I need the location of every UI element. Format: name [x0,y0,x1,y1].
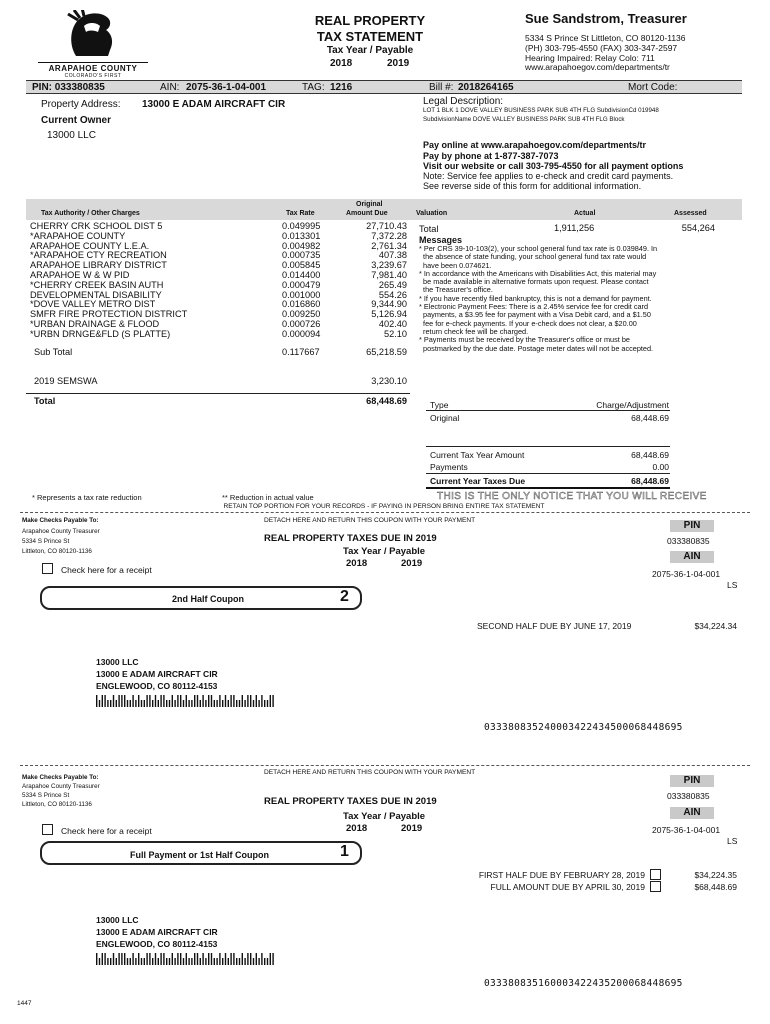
county-tagline: COLORADO'S FIRST [64,73,122,79]
current-owner-label: Current Owner [41,115,112,126]
barcode-icon [96,695,276,707]
property-address: 13000 E ADAM AIRCRAFT CIR [142,99,286,110]
message-item: * Payments must be received by the Treasurer's office or must be postmarked by the due date. Postage meter dates will not be accepted. [419,335,654,353]
message-item: * Per CRS 39-10-103(2), your school general fund tax rate is 0.039849. In the absence of state funding, your school general fund tax rate would have been 0.074621. [419,244,658,270]
col-authority: Tax Authority / Other Charges [41,210,140,217]
treasurer-hearing: Hearing Impaired: Relay Colo: 711 [525,53,655,63]
col-valuation: Valuation [416,210,448,217]
taxes-due-amount: 68,448.69 [631,476,669,486]
col-assessed: Assessed [674,210,707,217]
first-half-due: FIRST HALF DUE BY FEBRUARY 28, 2019 [478,870,645,880]
payable-name: Arapahoe County Treasurer [22,783,100,790]
coupon-number: 2 [340,588,349,605]
tax-year-label: Tax Year / Payable [326,45,414,56]
coupon-ls: LS [727,580,738,590]
pay-options: Visit our website or call 303-795-4550 for all payment options [423,161,684,171]
detach-instruction: DETACH HERE AND RETURN THIS COUPON WITH YOUR PAYMENT [264,769,476,776]
coupon-payable-year: 2019 [401,823,423,834]
current-tax-label: Current Tax Year Amount [430,450,525,460]
tax-authority-name: ARAPAHOE COUNTY L.E.A. [30,240,150,251]
receipt-label: Check here for a receipt [61,826,152,836]
message-item: * If you have recently filed bankruptcy, this is not a demand for payment. [419,293,652,303]
tax-amount: 554.26 [378,289,407,300]
tax-authority-name: CHERRY CRK SCHOOL DIST 5 [30,221,163,231]
tax-amount: 7,372.28 [371,230,407,241]
only-notice: THIS IS THE ONLY NOTICE THAT YOU WILL RECEIVE [437,491,707,502]
subtotal-label: Sub Total [34,347,73,357]
bill-value: 2018264165 [458,82,514,93]
coupon-number: 1 [340,843,349,860]
charges-original-label: Original [430,413,460,423]
tax-rate: 0.001000 [282,289,321,300]
payable-city: Littleton, CO 80120-1136 [22,801,92,808]
coupon-title: REAL PROPERTY TAXES DUE IN 2019 [264,796,437,807]
mail-city: ENGLEWOOD, CO 80112-4153 [96,939,218,949]
payments-label: Payments [430,462,468,472]
tax-amount: 407.38 [378,250,407,261]
tax-amount: 265.49 [378,279,407,290]
detach-instruction: DETACH HERE AND RETURN THIS COUPON WITH YOUR PAYMENT [264,517,476,524]
ain-label: AIN: [160,82,180,93]
postal-barcode [96,953,276,965]
current-tax-amount: 68,448.69 [631,450,669,460]
tax-amount: 2,761.34 [371,240,407,251]
legal-description-1: LOT 1 BLK 1 DOVE VALLEY BUSINESS PARK SUB 4TH FLG SubdivisionCd 019948 [423,107,659,114]
detach-line-2 [20,765,750,766]
checks-payable-label: Make Checks Payable To: [22,517,99,524]
payable-street: 5334 S Prince St [22,538,70,545]
coupon-pin: 033380835 [667,536,710,546]
col-original: Original [356,201,383,208]
tax-authority-name: *URBN DRNGE&FLD (S PLATTE) [30,328,171,339]
treasurer-website[interactable]: www.arapahoegov.com/departments/tr [525,62,670,72]
tax-rate: 0.000094 [282,328,321,339]
statement-title-1: REAL PROPERTY [314,13,426,28]
mail-street: 13000 E ADAM AIRCRAFT CIR [96,927,218,937]
scan-line: 033380835240003422434500068448695 [484,722,683,733]
bill-label: Bill #: [429,82,454,93]
semswa-label: 2019 SEMSWA [34,376,98,386]
payments-amount: 0.00 [652,462,669,472]
tax-amount: 5,126.94 [371,309,407,320]
mort-code: Mort Code: [628,82,678,93]
mail-street: 13000 E ADAM AIRCRAFT CIR [96,669,218,679]
tax-authority-name: ARAPAHOE LIBRARY DISTRICT [30,260,167,271]
statement-title-2: TAX STATEMENT [316,29,424,44]
subtotal-amount: 65,218.59 [366,347,407,357]
payable-city: Littleton, CO 80120-1136 [22,548,92,555]
charges-due-rule [426,473,670,474]
payable-year: 2019 [387,58,410,69]
tax-amount: 402.40 [378,319,407,329]
tax-amount: 27,710.43 [366,221,407,231]
footnote-value-reduction: ** Reduction in actual value [222,493,314,502]
col-amount-due: Amount Due [346,210,388,217]
tax-rate: 0.014400 [282,270,321,280]
tax-authority-name: *CHERRY CREEK BASIN AUTH [30,279,164,290]
message-item: * In accordance with the Americans with Disabilities Act, this material may be made available in alternative formats upon request. Please contact the Treasurer's office. [419,268,657,295]
subtotal-rate: 0.117667 [282,347,320,357]
col-actual: Actual [574,210,596,217]
messages-list [419,245,719,353]
tax-amount: 3,239.67 [371,260,407,271]
tax-authority-name: *ARAPAHOE CTY RECREATION [30,250,167,261]
valuation-actual: 1,911,256 [554,223,595,233]
tax-rate: 0.005845 [282,260,321,271]
tax-amount: 52.10 [384,328,407,339]
coupon-ls: LS [727,836,738,846]
tax-rate: 0.000726 [282,319,321,329]
tax-rate: 0.013301 [282,230,321,241]
charges-mid-rule [426,446,670,447]
payable-name: Arapahoe County Treasurer [22,528,100,535]
scan-line: 033380835160003422435200068448695 [484,978,683,989]
semswa-amount: 3,230.10 [371,376,407,386]
receipt-label: Check here for a receipt [61,565,152,575]
county-name: ARAPAHOE COUNTY [38,62,148,73]
postal-barcode [96,695,276,707]
barcode-icon [96,953,276,965]
id-bar [26,80,742,94]
charges-type-label: Type [430,400,449,410]
tax-amount: 9,344.90 [371,299,407,310]
coupon-tax-year-label: Tax Year / Payable [343,546,426,557]
coupon-ain: 2075-36-1-04-001 [652,569,721,579]
coupon-pin: 033380835 [667,791,710,801]
service-fee-note: Note: Service fee applies to e-check and credit card payments. [423,171,674,181]
full-amount-due: FULL AMOUNT DUE BY APRIL 30, 2019 [490,882,645,892]
tax-rate: 0.049995 [282,221,321,231]
detach-line-1 [20,512,750,513]
pay-online[interactable]: Pay online at www.arapahoegov.com/departments/tr [423,140,647,150]
charges-header-rule [426,410,670,411]
charges-adj-label: Charge/Adjustment [596,400,669,410]
total-divider [26,393,410,394]
current-owner: 13000 LLC [47,130,96,141]
second-half-due: SECOND HALF DUE BY JUNE 17, 2019 [477,621,632,631]
legal-description-label: Legal Description: [423,96,504,107]
coupon-tax-year-label: Tax Year / Payable [343,811,426,822]
tax-authority-name: SMFR FIRE PROTECTION DISTRICT [30,309,188,320]
first-half-checkbox[interactable] [650,869,661,880]
total-label: Total [34,396,56,406]
footnote-rate-reduction: * Represents a tax rate reduction [32,493,142,502]
col-rate: Tax Rate [286,210,315,217]
tax-rate: 0.000479 [282,279,321,290]
first-half-amount: $34,224.35 [694,870,737,880]
coupon-tax-year: 2018 [346,558,368,569]
tax-year: 2018 [330,58,353,69]
mail-name: 13000 LLC [96,657,139,667]
page-code: 1447 [17,1000,32,1007]
coupon-label: 2nd Half Coupon [172,594,244,604]
county-seal-icon [38,10,148,60]
charges-bottom-rule [426,487,670,489]
tax-authority-name: *ARAPAHOE COUNTY [30,230,126,241]
tax-rate: 0.004982 [282,240,321,251]
charges-original-amount: 68,448.69 [631,413,669,423]
reverse-side-note: See reverse side of this form for additional information. [423,181,642,191]
tax-authority-name: ARAPAHOE W & W PID [30,270,130,280]
tax-authority-name: *DOVE VALLEY METRO DIST [30,299,156,310]
pay-phone: Pay by phone at 1-877-387-7073 [423,151,559,161]
tag-value: 1216 [330,82,353,93]
second-half-amount: $34,224.34 [694,621,737,631]
valuation-assessed: 554,264 [681,223,715,233]
receipt-checkbox[interactable] [42,563,53,574]
taxes-due-label: Current Year Taxes Due [430,476,526,486]
payable-street: 5334 S Prince St [22,792,70,799]
retain-notice: RETAIN TOP PORTION FOR YOUR RECORDS - IF PAYING IN PERSON BRING ENTIRE TAX STATEMENT [223,503,545,510]
mail-name: 13000 LLC [96,915,139,925]
pin-badge: PIN [670,775,714,787]
receipt-checkbox[interactable] [42,824,53,835]
tax-rate: 0.016860 [282,299,321,310]
ain-badge: AIN [670,807,714,819]
legal-description-2: SubdivisionName DOVE VALLEY BUSINESS PARK SUB 4TH FLG Block [423,116,625,123]
pin-value: PIN: 033380835 [32,82,105,93]
mail-city: ENGLEWOOD, CO 80112-4153 [96,681,218,691]
ain-value: 2075-36-1-04-001 [186,82,267,93]
tax-rate: 0.009250 [282,309,321,320]
checks-payable-label: Make Checks Payable To: [22,774,99,781]
treasurer-address: 5334 S Prince St Littleton, CO 80120-1136 [525,33,686,43]
valuation-total-label: Total [419,224,439,234]
message-item: * Electronic Payment Fees: There is a 2.45% service fee for credit card payments, a $3.95 fee for payment with a Visa Debit card, and a $1.50 fee for e-check payments. If your e-check does not clear, a $20.00 return check fee will be charged. [419,302,651,336]
treasurer-name: Sue Sandstrom, Treasurer [525,11,687,26]
full-amount: $68,448.69 [694,882,737,892]
messages-title: Messages [419,235,463,245]
tax-rate: 0.000735 [282,250,321,261]
coupon-title: REAL PROPERTY TAXES DUE IN 2019 [264,533,437,544]
tag-label: TAG: [302,82,325,93]
coupon-payable-year: 2019 [401,558,423,569]
coupon-ain: 2075-36-1-04-001 [652,825,721,835]
property-address-label: Property Address: [41,99,121,110]
pin-badge: PIN [670,520,714,532]
full-amount-checkbox[interactable] [650,881,661,892]
coupon-label: Full Payment or 1st Half Coupon [130,850,270,860]
tax-table-header [26,199,742,220]
ain-badge: AIN [670,551,714,563]
coupon-tax-year: 2018 [346,823,368,834]
tax-amount: 7,981.40 [371,270,407,280]
county-logo [38,10,148,78]
tax-authority-name: DEVELOPMENTAL DISABILITY [30,289,162,300]
treasurer-phone: (PH) 303-795-4550 (FAX) 303-347-2597 [525,43,678,53]
tax-authority-name: *URBAN DRAINAGE & FLOOD [30,319,160,329]
total-amount: 68,448.69 [366,396,407,406]
